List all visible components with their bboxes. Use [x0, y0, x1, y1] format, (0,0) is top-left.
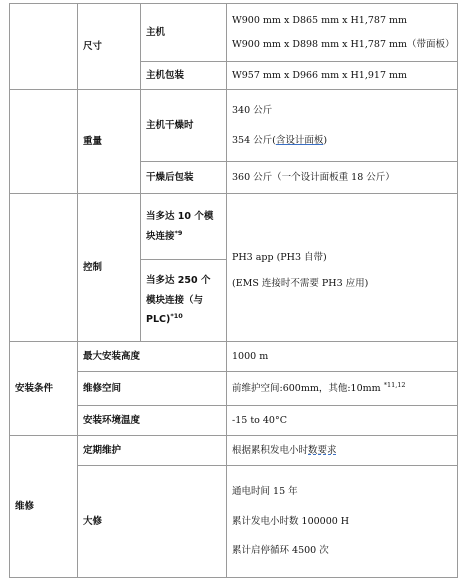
up-to-250-line-1: 当多达 250 个 [146, 274, 211, 286]
category-dimensions: 尺寸 [78, 4, 141, 90]
value-main-unit-packaging: W957 mm x D966 mm x H1,917 mm [227, 62, 458, 90]
value-main-unit [227, 4, 458, 62]
category-spacer [10, 194, 78, 342]
up-to-10-line-2: 块连接 [146, 230, 175, 242]
footnote-11-12: *11,12 [383, 380, 406, 389]
dry-weight-1: 340 公斤 [232, 104, 273, 116]
value-max-altitude: 1000 m [227, 342, 458, 372]
label-maintenance-space: 维修空间 [78, 372, 227, 406]
up-to-250-line-3: PLC) [146, 314, 171, 326]
footnote-9: *9 [174, 228, 183, 237]
label-max-altitude: 最大安装高度 [78, 342, 227, 372]
label-up-to-250-modules [141, 260, 227, 342]
control-value-1: PH3 app (PH3 自带) [232, 251, 327, 263]
main-unit-dim-2: W900 mm x D898 mm x H1,787 mm（带面板） [232, 38, 455, 50]
label-periodic-maintenance: 定期维护 [78, 436, 227, 466]
design-panel-link-text: 含设计面板 [275, 134, 324, 146]
table-row [10, 372, 458, 406]
label-up-to-10-modules [141, 194, 227, 260]
label-main-unit-packaging: 主机包装 [141, 62, 227, 90]
value-ambient-temp: -15 to 40°C [227, 406, 458, 436]
value-control [227, 194, 458, 342]
category-weight: 重量 [78, 90, 141, 194]
table-row [10, 342, 458, 372]
overhaul-1: 通电时间 15 年 [232, 485, 298, 497]
value-dry-packaging: 360 公斤（一个设计面板重 18 公斤） [227, 162, 458, 194]
maintenance-space-text: 前维护空间:600mm，其他:10mm [232, 382, 384, 394]
periodic-text-a: 根据累积发电小时 [232, 444, 309, 456]
main-unit-dim-1: W900 mm x D865 mm x H1,787 mm [232, 14, 408, 26]
table-row [10, 406, 458, 436]
control-value-2: (EMS 连接时不需要 PH3 应用) [232, 277, 369, 289]
table-row [10, 4, 458, 62]
label-overhaul: 大修 [78, 466, 227, 578]
dry-weight-2-suffix: ) [323, 134, 328, 146]
footnote-10: *10 [170, 312, 183, 321]
category-maintenance: 维修 [10, 436, 78, 578]
category-installation: 安装条件 [10, 342, 78, 436]
specification-table [9, 3, 458, 578]
label-dry-main-unit: 主机干燥时 [141, 90, 227, 162]
value-maintenance-space [227, 372, 458, 406]
up-to-10-line-1: 当多达 10 个模 [146, 210, 214, 222]
value-dry-main-unit [227, 90, 458, 162]
dry-weight-2 [232, 126, 452, 156]
table-row [10, 466, 458, 578]
category-spacer [10, 90, 78, 194]
up-to-250-line-2: 模块连接（与 [146, 294, 204, 306]
dry-weight-2-prefix: 354 公斤( [232, 134, 276, 146]
periodic-text-b: 数要求 [308, 444, 337, 456]
table-row [10, 90, 458, 162]
table-row [10, 436, 458, 466]
table-row [10, 194, 458, 260]
value-periodic-maintenance [227, 436, 458, 466]
label-ambient-temp: 安装环境温度 [78, 406, 227, 436]
category-spacer [10, 4, 78, 90]
label-main-unit: 主机 [141, 4, 227, 62]
value-overhaul [227, 466, 458, 578]
category-control: 控制 [78, 194, 141, 342]
overhaul-2: 累计发电小时数 100000 H [232, 515, 350, 527]
overhaul-3: 累计启停循环 4500 次 [232, 545, 329, 557]
label-dry-packaging: 干燥后包装 [141, 162, 227, 194]
